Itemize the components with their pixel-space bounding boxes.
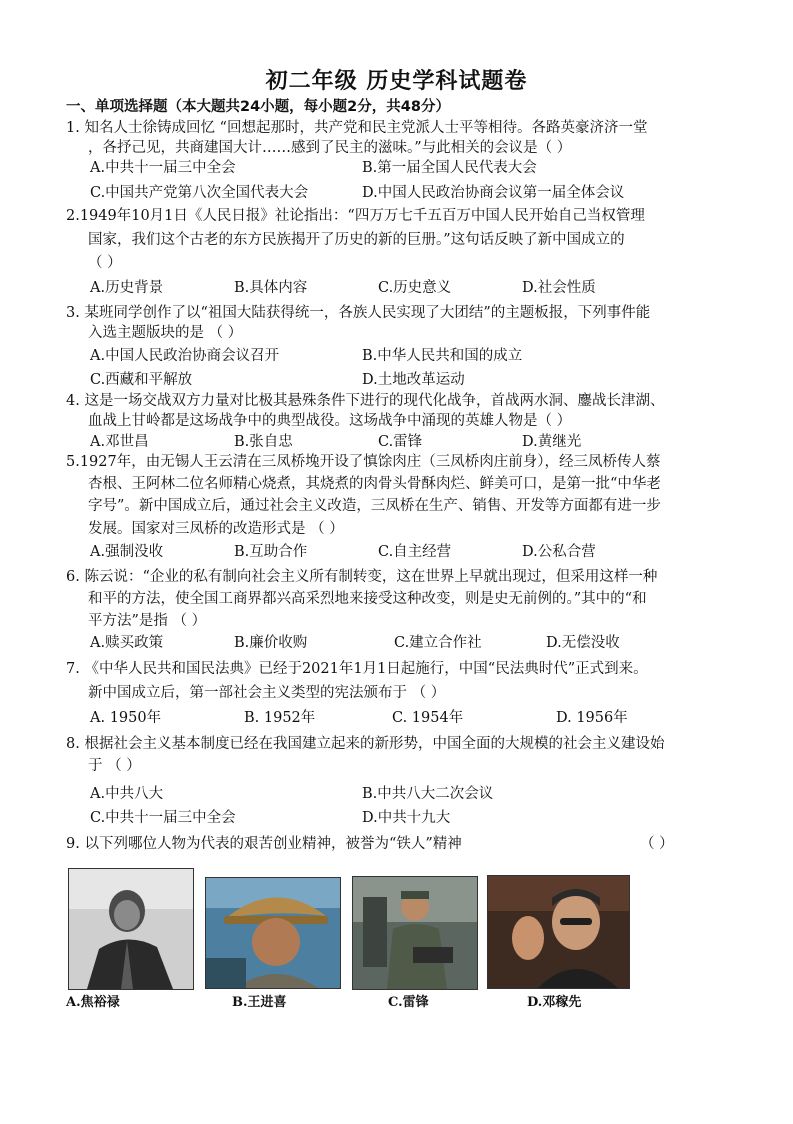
q6-line1: 6. 陈云说：“企业的私有制向社会主义所有制转变，这在世界上早就出现过，但采用这样一种 — [66, 569, 658, 585]
q2-line3: （ ） — [88, 255, 122, 271]
q1-line1: 1. 知名人士徐铸成回忆 “回想起那时，共产党和民主党派人士平等相待。各路英豪济济一堂 — [66, 120, 648, 136]
q6-line3: 平方法”是指 （ ） — [88, 613, 207, 629]
q4-option-d: D.黄继光 — [522, 434, 582, 450]
q3-option-a: A.中国人民政治协商会议召开 — [90, 348, 280, 364]
q6-line2: 和平的方法，使全国工商界都兴高采烈地来接受这种改变，则是史无前例的。”其中的“和 — [88, 591, 647, 607]
photo-option-b — [205, 877, 341, 989]
q7-option-d: D. 1956年 — [556, 710, 628, 726]
q2-line2: 国家，我们这个古老的东方民族揭开了历史的新的巨册。”这句话反映了新中国成立的 — [88, 232, 625, 248]
q2-line1: 2.1949年10月1日《人民日报》社论指出：“四万万七千五百万中国人民开始自己当权管理 — [66, 208, 645, 224]
q5-option-b: B.互助合作 — [234, 544, 308, 560]
q8-option-d: D.中共十九大 — [362, 810, 451, 826]
q6-option-c: C.建立合作社 — [394, 635, 482, 651]
q6-option-b: B.廉价收购 — [234, 635, 308, 651]
photo-caption-a: A.焦裕禄 — [66, 995, 120, 1010]
photo-option-d — [487, 875, 630, 989]
q5-line1: 5.1927年，由无锡人王云清在三凤桥堍开设了慎馀肉庄（三凤桥肉庄前身），经三凤桥传人蔡 — [66, 454, 661, 470]
portrait-icon — [353, 877, 477, 989]
q3-line2: 入选主题版块的是 （ ） — [88, 325, 243, 341]
q6-option-a: A.赎买政策 — [90, 635, 164, 651]
photo-caption-c: C.雷锋 — [388, 995, 429, 1010]
q9-line1: 9. 以下列哪位人物为代表的艰苦创业精神，被誉为“铁人”精神 — [66, 836, 462, 852]
exam-title: 初二年级 历史学科试题卷 — [265, 69, 528, 94]
q4-line2: 血战上甘岭都是这场战争中的典型战役。这场战争中涌现的英雄人物是（ ） — [88, 413, 572, 429]
q3-line1: 3. 某班同学创作了以“祖国大陆获得统一，各族人民实现了大团结”的主题板报，下列事件能 — [66, 305, 651, 321]
q4-option-a: A.邓世昌 — [90, 434, 149, 450]
photo-option-c — [352, 876, 478, 990]
q1-option-c: C.中国共产党第八次全国代表大会 — [90, 185, 309, 201]
photo-caption-d: D.邓稼先 — [527, 995, 582, 1010]
q4-option-c: C.雷锋 — [378, 434, 423, 450]
q1-line2: ，各抒己见，共商建国大计……感到了民主的滋味。”与此相关的会议是（ ） — [88, 140, 572, 156]
q5-option-c: C.自主经营 — [378, 544, 452, 560]
q7-option-b: B. 1952年 — [244, 710, 316, 726]
q7-line1: 7. 《中华人民共和国民法典》已经于2021年1月1日起施行，中国“民法典时代”正式到来。 — [66, 661, 648, 677]
photo-option-a — [68, 868, 194, 990]
q7-line2: 新中国成立后，第一部社会主义类型的宪法颁布于 （ ） — [88, 685, 446, 701]
q5-line3: 字号”。新中国成立后，通过社会主义改造，三凤桥在生产、销售、开发等方面都有进一步 — [88, 498, 661, 514]
portrait-icon — [69, 869, 193, 989]
section-heading: 一、单项选择题（本大题共24小题，每小题2分，共48分） — [66, 99, 450, 115]
q5-option-d: D.公私合营 — [522, 544, 596, 560]
q6-option-d: D.无偿没收 — [546, 635, 620, 651]
q1-option-a: A.中共十一届三中全会 — [90, 160, 236, 176]
q8-line2: 于 （ ） — [88, 758, 141, 774]
q5-line4: 发展。国家对三凤桥的改造形式是 （ ） — [88, 521, 344, 537]
q7-option-c: C. 1954年 — [392, 710, 464, 726]
q9-answer-paren: （ ） — [640, 836, 674, 852]
q2-option-c: C.历史意义 — [378, 280, 452, 296]
portrait-icon — [488, 876, 629, 988]
q2-option-a: A.历史背景 — [90, 280, 164, 296]
photo-caption-b: B.王进喜 — [232, 995, 287, 1010]
q1-option-d: D.中国人民政治协商会议第一届全体会议 — [362, 185, 625, 201]
q8-option-c: C.中共十一届三中全会 — [90, 810, 236, 826]
q2-option-b: B.具体内容 — [234, 280, 308, 296]
q8-option-a: A.中共八大 — [90, 786, 164, 802]
q4-line1: 4. 这是一场交战双方力量对比极其悬殊条件下进行的现代化战争，首战两水洞、鏖战长津湖、 — [66, 393, 665, 409]
q3-option-b: B.中华人民共和国的成立 — [362, 348, 523, 364]
q5-option-a: A.强制没收 — [90, 544, 164, 560]
q3-option-c: C.西藏和平解放 — [90, 372, 193, 388]
portrait-icon — [206, 878, 340, 988]
q8-line1: 8. 根据社会主义基本制度已经在我国建立起来的新形势，中国全面的大规模的社会主义建设始 — [66, 736, 665, 752]
q1-option-b: B.第一届全国人民代表大会 — [362, 160, 537, 176]
q4-option-b: B.张自忠 — [234, 434, 293, 450]
q5-line2: 杏根、王阿林二位名师精心烧煮，其烧煮的肉骨头骨酥肉烂、鲜美可口，是第一批“中华老 — [88, 476, 661, 492]
q3-option-d: D.土地改革运动 — [362, 372, 465, 388]
q2-option-d: D.社会性质 — [522, 280, 596, 296]
q8-option-b: B.中共八大二次会议 — [362, 786, 494, 802]
q7-option-a: A. 1950年 — [90, 710, 162, 726]
